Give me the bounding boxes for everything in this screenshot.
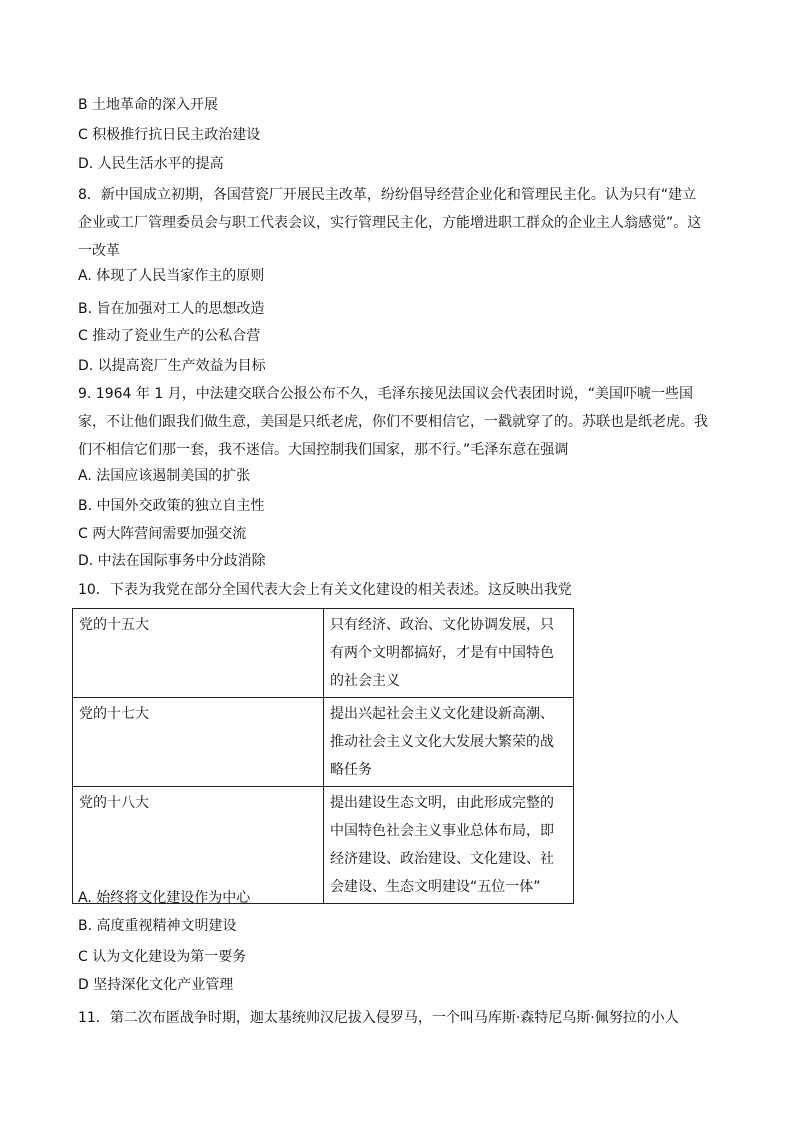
q8-option-d: D. 以提高瓷厂生产效益为目标 [78, 358, 266, 374]
question-9-stem: 9. 1964 年 1 月，中法建交联合公报公布不久，毛泽东接见法国议会代表团时说，“美国吓唬一些国家，不让他们跟我们做生意，美国是只纸老虎，你们不要相信它，一戳就穿了的。苏联也是纸老虎。我们不相信它们那一套，我不迷信。大国控制我们国家，那不行。”毛泽东意在强调 [78, 386, 708, 458]
q10-option-a: A. 始终将文化建设作为中心 [78, 890, 251, 906]
question-8-stem: 8．新中国成立初期，各国营瓷厂开展民主改革，纷纷倡导经营企业化和管理民主化。认为只有“建立企业或工厂管理委员会与职工代表会议，实行管理民主化，方能增进职工群众的企业主人翁感觉”。这一改革 [78, 187, 702, 259]
q8-option-b: B. 旨在加强对工人的思想改造 [78, 301, 265, 317]
q8-option-c: C 推动了瓷业生产的公私合营 [78, 328, 261, 344]
q10-option-b: B. 高度重视精神文明建设 [78, 918, 237, 934]
table-row [73, 787, 574, 904]
option-c: C 积极推行抗日民主政治建设 [78, 127, 261, 143]
q9-option-c: C 两大阵营间需要加强交流 [78, 526, 247, 542]
q9-option-a: A. 法国应该遏制美国的扩张 [78, 468, 251, 484]
question-11-stem: 11．第二次布匿战争时期，迦太基统帅汉尼拔入侵罗马，一个叫马库斯·森特尼乌斯·佩努拉的小人 [78, 1010, 679, 1026]
table-cell-congress: 党的十七大 [73, 698, 324, 787]
congress-table [72, 608, 574, 904]
q10-option-d: D 坚持深化文化产业管理 [78, 977, 234, 993]
question-10-stem: 10．下表为我党在部分全国代表大会上有关文化建设的相关表述。这反映出我党 [78, 582, 572, 598]
table-cell-content: 提出建设生态文明，由此形成完整的中国特色社会主义事业总体布局，即经济建设、政治建设、文化建设、社会建设、生态文明建设“五位一体” [324, 787, 574, 904]
option-b: B 土地革命的深入开展 [78, 97, 219, 113]
q9-option-b: B. 中国外交政策的独立自主性 [78, 498, 265, 514]
table-cell-congress: 党的十五大 [73, 609, 324, 698]
table-cell-content: 提出兴起社会主义文化建设新高潮、推动社会主义文化大发展大繁荣的战略任务 [324, 698, 574, 787]
q8-option-a: A. 体现了人民当家作主的原则 [78, 268, 265, 284]
option-d: D. 人民生活水平的提高 [78, 156, 224, 172]
table-row [73, 698, 574, 787]
q9-option-d: D. 中法在国际事务中分歧消除 [78, 553, 266, 569]
table-row [73, 609, 574, 698]
table-cell-content: 只有经济、政治、文化协调发展，只有两个文明都搞好，才是有中国特色的社会主义 [324, 609, 574, 698]
q10-option-c: C 认为文化建设为第一要务 [78, 949, 247, 965]
table-cell-congress: 党的十八大 [73, 787, 324, 904]
